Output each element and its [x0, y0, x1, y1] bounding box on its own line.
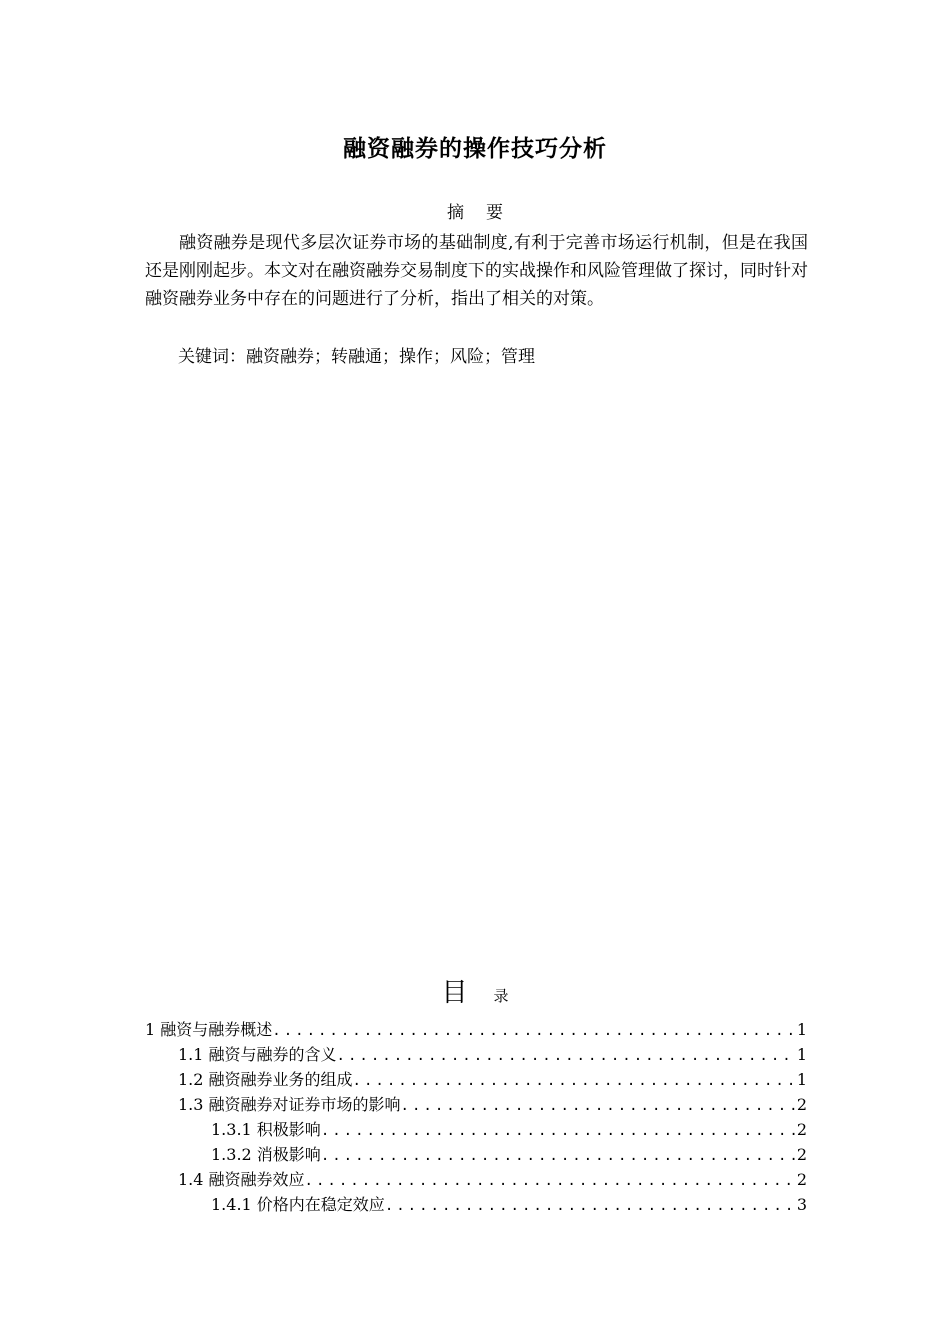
toc-entry-label: 1.4.1 价格内在稳定效应: [211, 1195, 385, 1214]
toc-entry-page: 2: [796, 1145, 807, 1164]
toc-entry-label: 1 融资与融券概述: [145, 1020, 273, 1039]
keywords-line: 关键词：融资融券；转融通；操作；风险；管理: [178, 347, 535, 367]
toc-entry-label: 1.3.1 积极影响: [211, 1120, 321, 1139]
abstract-heading: 摘要: [447, 203, 525, 223]
table-of-contents: [145, 1017, 807, 1217]
toc-heading-char-2: 录: [493, 987, 509, 1005]
toc-entry-label: 1.4 融资融券效应: [178, 1170, 305, 1189]
toc-entry-page: 2: [796, 1170, 807, 1189]
toc-heading-char-1: 目: [441, 978, 468, 1008]
abstract-body: 融资融券是现代多层次证券市场的基础制度,有利于完善市场运行机制，但是在我国还是刚刚起步。本文对在融资融券交易制度下的实战操作和风险管理做了探讨，同时针对融资融券业务中存在的问题进行了分析，指出了相关的对策。: [145, 233, 808, 309]
page-title: 融资融券的操作技巧分析: [343, 136, 607, 162]
toc-leader-dots: [305, 1169, 795, 1192]
toc-leader-dots: [401, 1094, 795, 1117]
toc-entry-page: 1: [796, 1045, 807, 1064]
toc-entry-page: 2: [796, 1095, 807, 1114]
toc-entry-label: 1.1 融资与融券的含义: [178, 1045, 337, 1064]
toc-entry[interactable]: [145, 1067, 807, 1092]
toc-entry[interactable]: [145, 1117, 807, 1142]
toc-entry-page: 1: [796, 1020, 807, 1039]
toc-leader-dots: [353, 1069, 795, 1092]
toc-entry-label: 1.3 融资融券对证券市场的影响: [178, 1095, 401, 1114]
toc-leader-dots: [272, 1019, 795, 1042]
toc-entry[interactable]: [145, 1142, 807, 1167]
toc-entry-page: 1: [796, 1070, 807, 1089]
toc-leader-dots: [337, 1044, 795, 1067]
toc-entry-page: 3: [796, 1195, 807, 1214]
toc-entry[interactable]: [145, 1042, 807, 1067]
toc-entry-page: 2: [796, 1120, 807, 1139]
toc-entry[interactable]: [145, 1017, 807, 1042]
toc-entry[interactable]: [145, 1192, 807, 1217]
toc-leader-dots: [321, 1144, 795, 1167]
toc-entry-label: 1.3.2 消极影响: [211, 1145, 321, 1164]
toc-entry[interactable]: [145, 1092, 807, 1117]
toc-entry[interactable]: [145, 1167, 807, 1192]
toc-entry-label: 1.2 融资融券业务的组成: [178, 1070, 353, 1089]
toc-leader-dots: [321, 1119, 795, 1142]
toc-leader-dots: [385, 1194, 795, 1217]
toc-heading: [0, 975, 950, 1014]
